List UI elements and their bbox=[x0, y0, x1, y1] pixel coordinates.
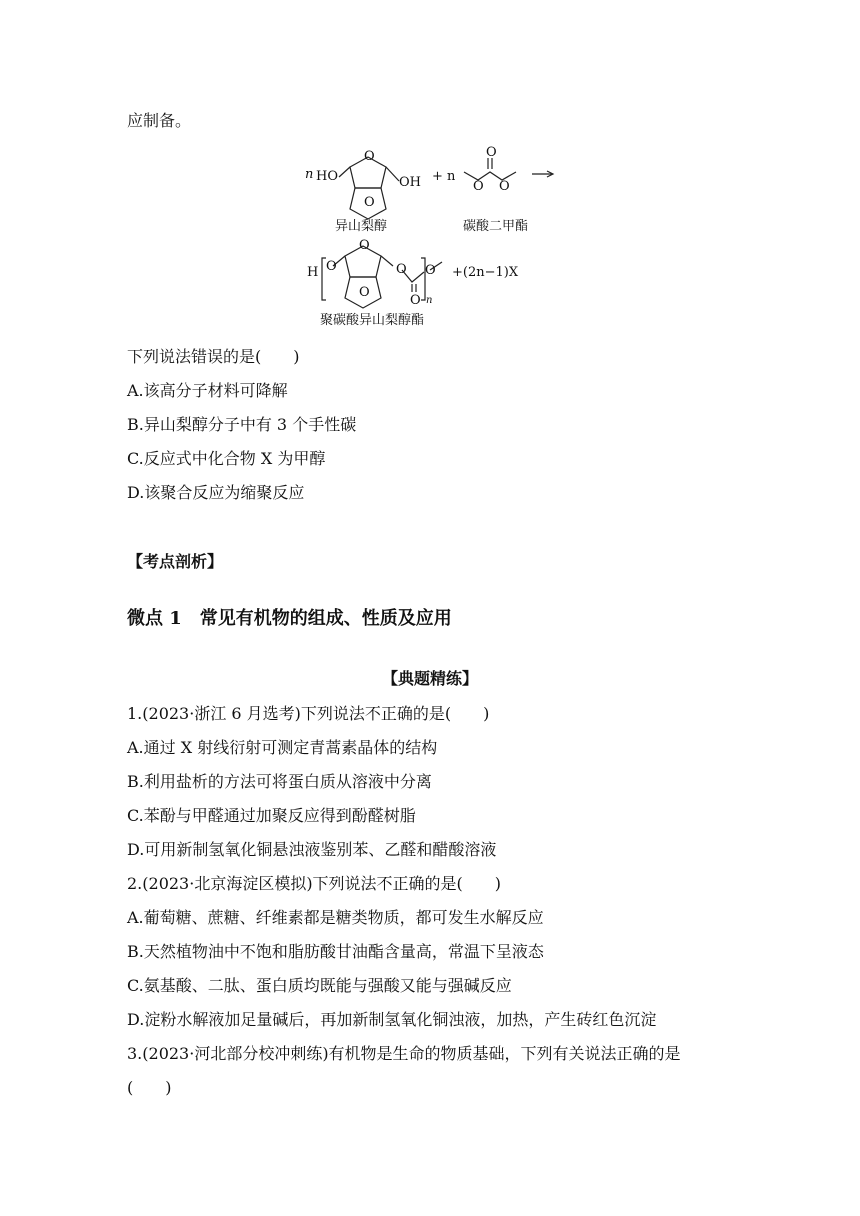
q2-stem: 2.(2023·北京海淀区模拟)下列说法不正确的是( ) bbox=[127, 874, 502, 893]
product-o-left: O bbox=[326, 259, 337, 274]
option-d: D.该聚合反应为缩聚反应 bbox=[127, 483, 305, 502]
carbonyl-o: O bbox=[486, 145, 497, 160]
caption-polymer: 聚碳酸异山梨醇酯 bbox=[320, 313, 425, 328]
q3-paren: ( ) bbox=[127, 1078, 172, 1097]
q2-option-c: C.氨基酸、二肽、蛋白质均既能与强酸又能与强碱反应 bbox=[127, 976, 512, 995]
product-o-right: O bbox=[425, 263, 436, 278]
q2-option-b: B.天然植物油中不饱和脂肪酸甘油酯含量高，常温下呈液态 bbox=[127, 942, 544, 961]
q1-option-b: B.利用盐析的方法可将蛋白质从溶液中分离 bbox=[127, 772, 432, 791]
q3-stem: 3.(2023·河北部分校冲刺练)有机物是生命的物质基础，下列有关说法正确的是 bbox=[127, 1044, 681, 1063]
reaction-scheme bbox=[0, 0, 860, 340]
ring-o-top: O bbox=[364, 149, 375, 164]
option-a: A.该高分子材料可降解 bbox=[127, 381, 288, 400]
option-c: C.反应式中化合物 X 为甲醇 bbox=[127, 449, 326, 468]
product-carbonyl-o: O bbox=[410, 293, 421, 308]
ester-o-right: O bbox=[499, 179, 510, 194]
plus-n: + n bbox=[432, 169, 456, 184]
question-stem: 下列说法错误的是( ) bbox=[127, 347, 300, 366]
ring-o-bottom: O bbox=[364, 195, 375, 210]
q1-option-d: D.可用新制氢氧化铜悬浊液鉴别苯、乙醛和醋酸溶液 bbox=[127, 840, 497, 859]
product-ring-o-bottom: O bbox=[359, 285, 370, 300]
byproduct-label: +(2n−1)X bbox=[452, 265, 519, 280]
caption-isosorbide: 异山梨醇 bbox=[335, 219, 388, 234]
caption-dimethyl-carbonate: 碳酸二甲酯 bbox=[463, 219, 529, 234]
h-label: H bbox=[307, 265, 319, 280]
coef-n: n bbox=[305, 167, 314, 182]
q2-option-a: A.葡萄糖、蔗糖、纤维素都是糖类物质，都可发生水解反应 bbox=[127, 908, 544, 927]
subsection-title: 【典题精练】 bbox=[381, 669, 478, 688]
intro-text: 应制备。 bbox=[127, 111, 192, 130]
option-b: B.异山梨醇分子中有 3 个手性碳 bbox=[127, 415, 357, 434]
oh-label: OH bbox=[399, 175, 421, 190]
section-title: 【考点剖析】 bbox=[127, 552, 224, 571]
q1-option-c: C.苯酚与甲醛通过加聚反应得到酚醛树脂 bbox=[127, 806, 416, 825]
micro-title: 微点 1 常见有机物的组成、性质及应用 bbox=[127, 608, 452, 629]
ho-label: HO bbox=[316, 169, 338, 184]
product-o-mid: O bbox=[396, 262, 407, 277]
subscript-n: n bbox=[426, 295, 433, 306]
q1-option-a: A.通过 X 射线衍射可测定青蒿素晶体的结构 bbox=[127, 738, 438, 757]
q1-stem: 1.(2023·浙江 6 月选考)下列说法不正确的是( ) bbox=[127, 704, 490, 723]
q2-option-d: D.淀粉水解液加足量碱后，再加新制氢氧化铜浊液，加热，产生砖红色沉淀 bbox=[127, 1010, 657, 1029]
product-ring-o-top: O bbox=[359, 238, 370, 253]
ester-o-left: O bbox=[473, 179, 484, 194]
